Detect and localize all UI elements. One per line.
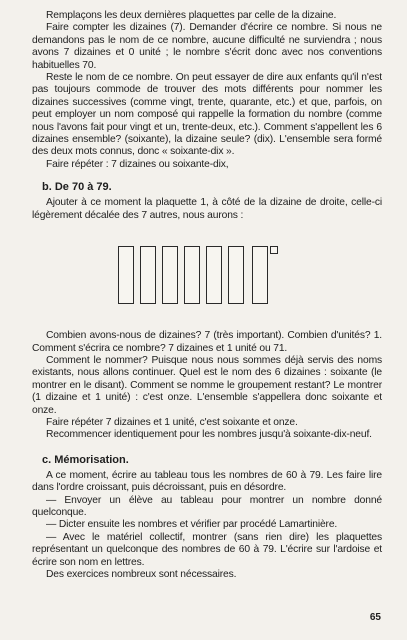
paragraph: — Dicter ensuite les nombres et vérifier par procédé Lamartinière. [46,519,338,531]
paragraph: Combien avons-nous de dizaines? 7 (très important). Combien d'unités? 1. Comment s'écrira ce nombre? 7 dizaines et 1 unité ou 71. [32,330,382,354]
dizaine-plaquette [184,246,200,304]
dizaine-plaquette [228,246,244,304]
page-number: 65 [369,612,381,623]
paragraph: — Avec le matériel collectif, montrer (sans rien dire) les plaquettes représentant un quelconque des nombres de 60 à 79. L'écrire sur l'ardoise et écrire son nom en lettres. [32,531,382,568]
paragraph: Ajouter à ce moment la plaquette 1, à côté de la dizaine de droite, celle-ci légèrement décalée des 7 autres, nous aurons : [32,197,382,221]
dizaine-plaquette [118,246,134,304]
unite-plaquette [270,246,278,254]
paragraph: Faire répéter : 7 dizaines ou soixante-dix, [46,158,229,170]
dizaine-plaquette [140,246,156,304]
section-heading-c: c. Mémorisation. [42,453,129,466]
paragraph: Reste le nom de ce nombre. On peut essayer de dire aux enfants qu'il n'est pas toujours commode de trouver des mots différents pour nommer les dizaines successives (comme vingt, trente, quarante, etc.) et que, parfois, on peut employer un nom composé qui rappelle la formation du nombre (comme nous l'avons fait pour vingt et un, trente-deux, etc.). Comment s'appellent les 6 dizaines ensemble? (soixante), la dizaine seule? (dix). L'ensemble sera formé des deux mots connus, donc « soixante-dix ». [32,72,382,158]
paragraph: Faire répéter 7 dizaines et 1 unité, c'est soixante et onze. [46,416,298,428]
dizaine-plaquette [162,246,178,304]
paragraph: Remplaçons les deux dernières plaquettes par celle de la dizaine. [46,10,337,21]
paragraph: A ce moment, écrire au tableau tous les nombres de 60 à 79. Les faire lire dans l'ordre croissant, puis décroissant, puis en désordre. [32,469,382,494]
section-heading-b: b. De 70 à 79. [42,181,112,194]
page-body [32,10,382,581]
dizaine-plaquette [252,246,268,304]
paragraph: Comment le nommer? Puisque nous nous sommes déjà servis des noms existants, nous allons continuer. Quel est le nom des 6 dizaines : soixante (le montrer en le disant). Comment se nomme le groupement restant? Le montrer (1 dizaine et 1 unité) : c'est onze. L'ensemble s'appellera donc soixante et onze. [32,354,382,416]
dizaine-plaquette [206,246,222,304]
paragraph: Recommencer identiquement pour les nombres jusqu'à soixante-dix-neuf. [46,429,372,441]
plaquettes-figure [32,246,382,308]
paragraph: Faire compter les dizaines (7). Demander d'écrire ce nombre. Si nous ne demandons pas le nom de ce nombre, aucune difficulté ne surviendra ; nous avons 7 dizaines et 0 unité ; le nombre s'écrit donc avec nos conventions habituelles 70. [32,22,382,71]
paragraph: Des exercices nombreux sont nécessaires. [46,569,237,580]
paragraph: — Envoyer un élève au tableau pour montrer un nombre donné quelconque. [32,494,382,518]
